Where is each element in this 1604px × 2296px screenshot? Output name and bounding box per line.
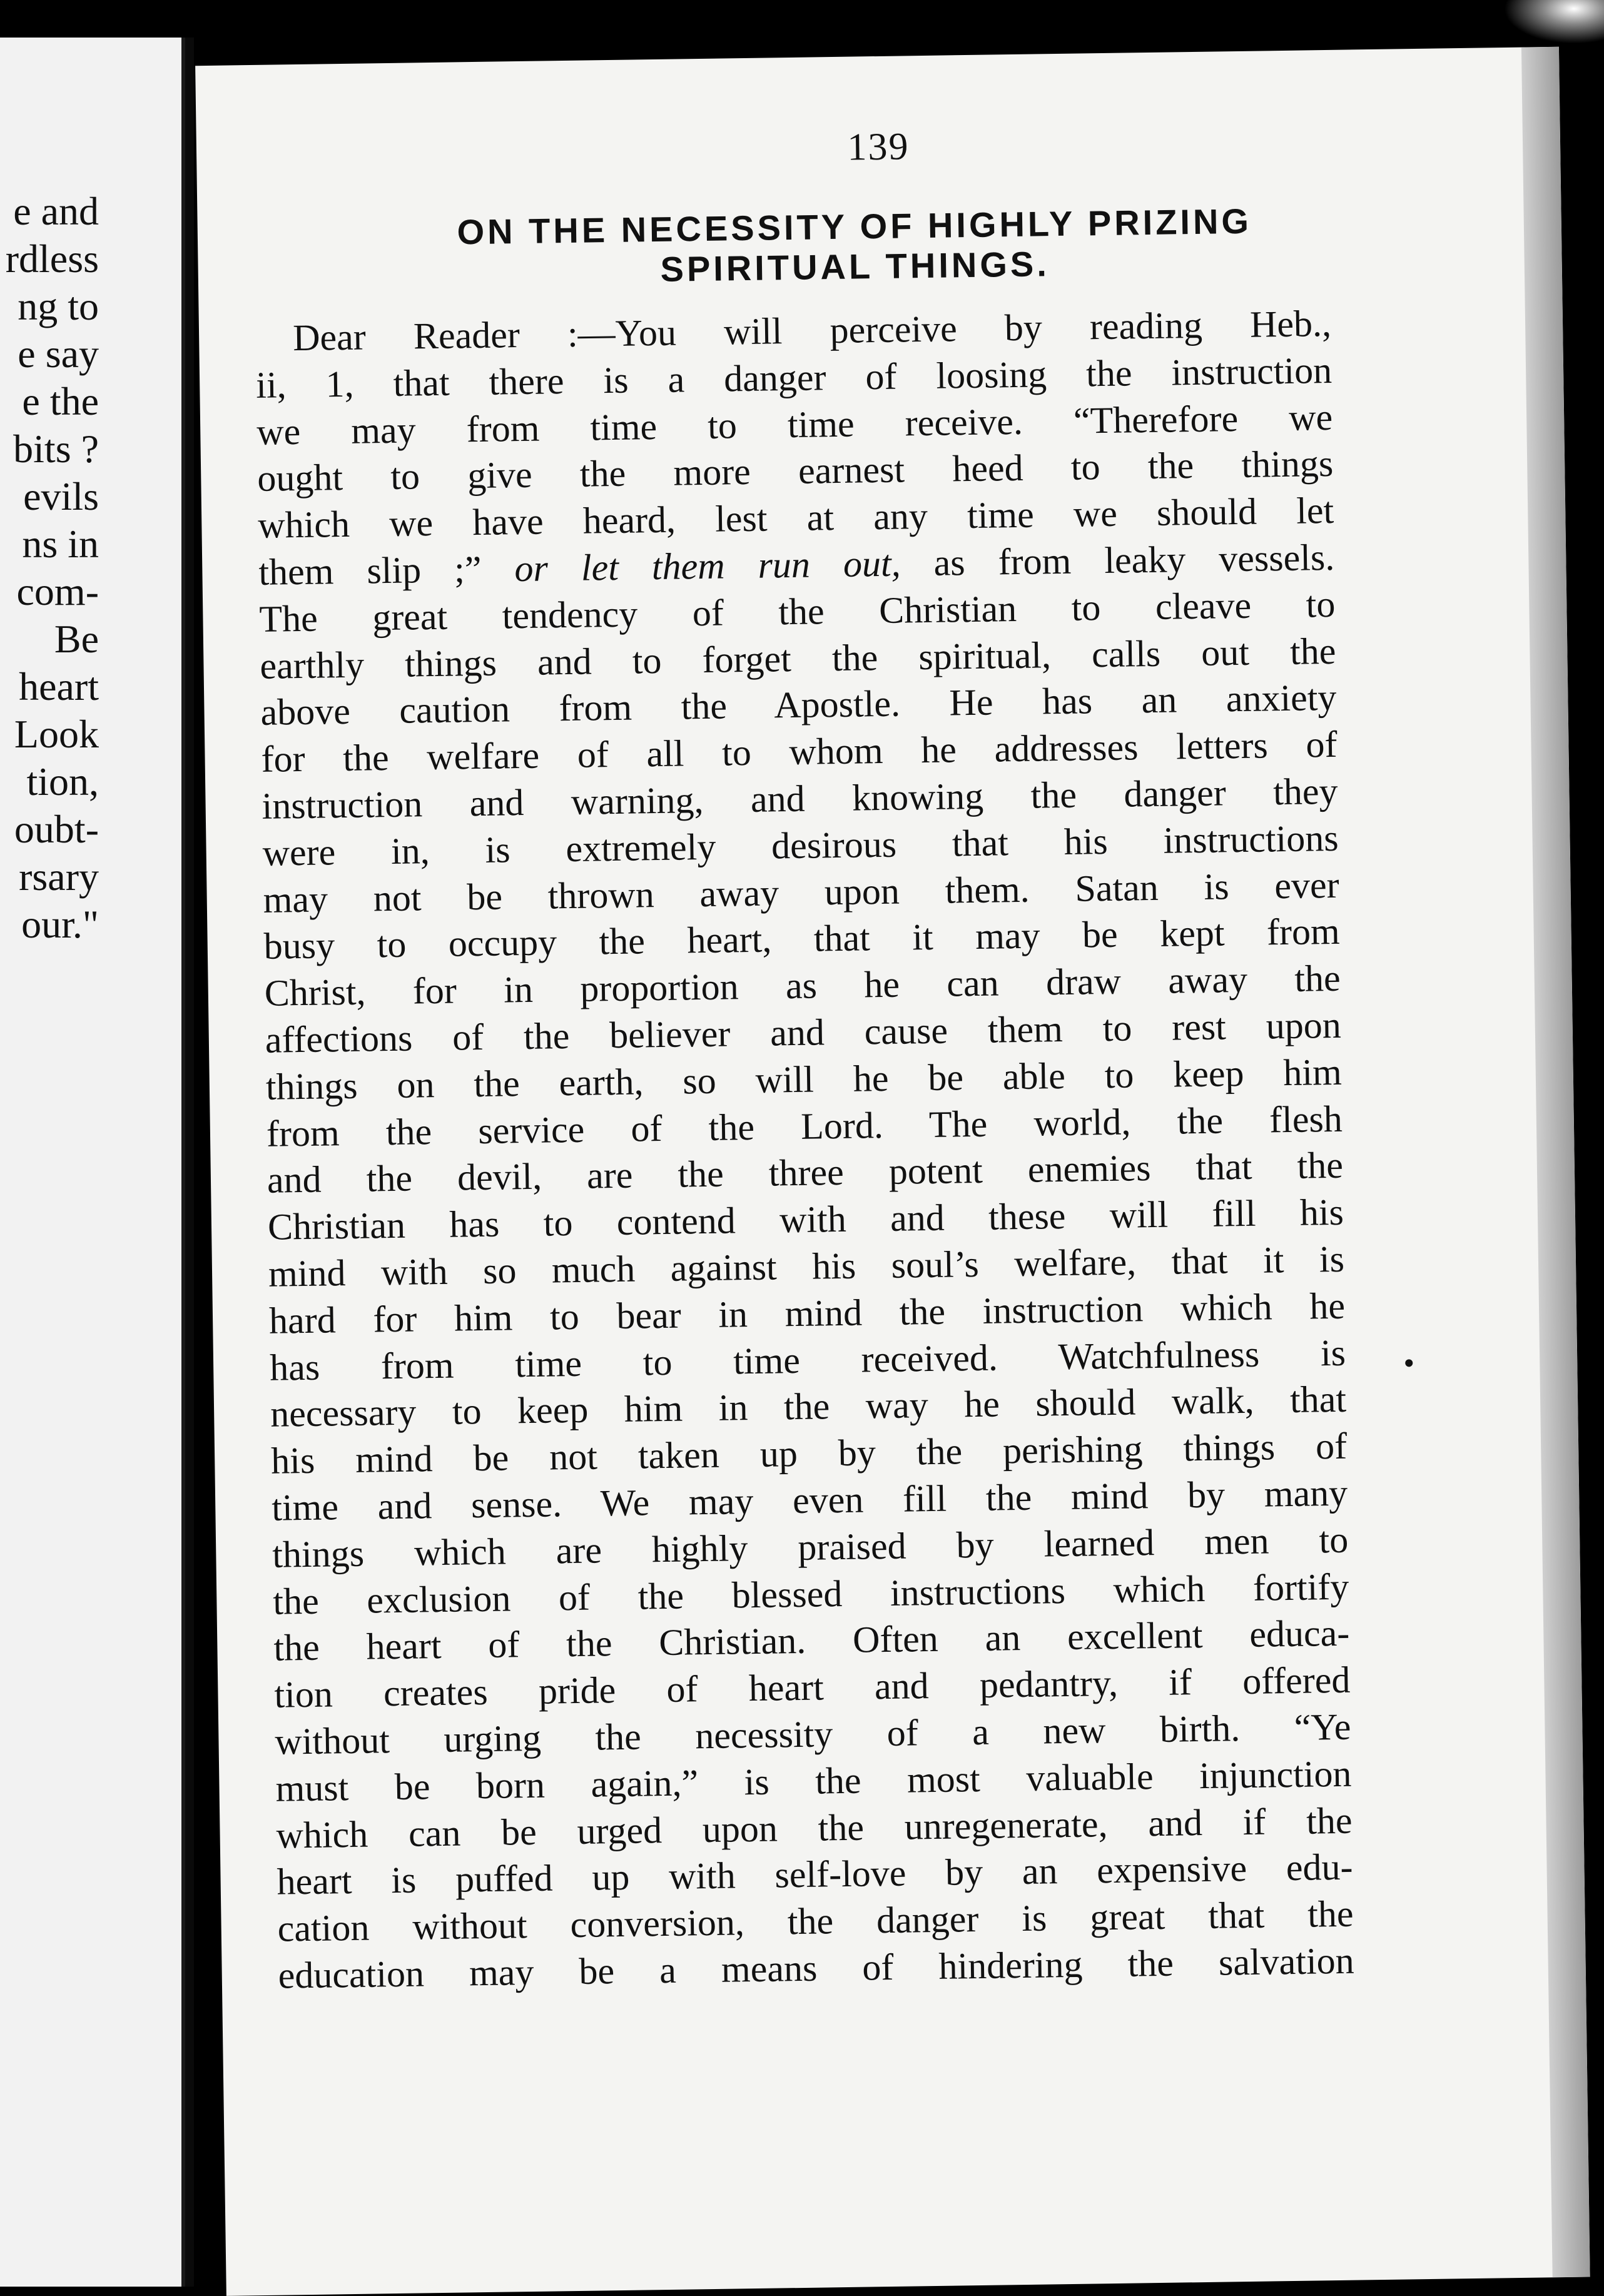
text-line: which we have heard, lest at any time we should let [257, 490, 1334, 547]
previous-page-line: Be [54, 617, 99, 661]
text-line: education may be a means of hindering the salvation [278, 1939, 1355, 1996]
previous-page-line: evils [23, 474, 99, 518]
previous-page-line: e say [18, 331, 99, 376]
previous-page-line: e and [13, 189, 99, 233]
text-line: from the service of the Lord. The world, the flesh [266, 1098, 1343, 1155]
chapter-heading [253, 198, 1456, 295]
text-line: without urging the necessity of a new birth. “Ye [275, 1706, 1351, 1762]
text-line: Christian has to contend with and these will fill his [267, 1191, 1344, 1248]
text-line: Dear Reader :—You will perceive by reading Heb., [292, 302, 1332, 359]
text-line: above caution from the Apostle. He has an anxiety [260, 677, 1337, 734]
text-line: earthly things and to forget the spiritual, calls out the [260, 630, 1336, 687]
italic-fragment: or let them run out, [514, 542, 901, 590]
previous-page-line: our." [21, 902, 99, 946]
text-line: hard for him to bear in mind the instruction which he [268, 1285, 1346, 1342]
previous-page-line: oubt- [14, 807, 99, 851]
text-line: tion creates pride of heart and pedantry, if offered [274, 1659, 1351, 1716]
text-line: things which are highly praised by learned men to [272, 1519, 1349, 1575]
book-gutter [185, 38, 194, 2287]
previous-page-line: tion, [26, 759, 99, 804]
text-line: busy to occupy the heart, that it may be kept from [263, 911, 1341, 968]
text-line: ii, 1, that there is a danger of loosing the instruction [255, 349, 1332, 406]
text-line: heart is puffed up with self-love by an expensive edu- [277, 1846, 1353, 1903]
previous-page-line: rsary [19, 854, 99, 899]
text-line: for the welfare of all to whom he addresses letters of [261, 724, 1338, 781]
text-fragment: them slip ;” [258, 548, 515, 593]
page-edge [1521, 47, 1590, 2277]
previous-page-line: ng to [18, 284, 99, 328]
book-page [195, 47, 1590, 2296]
previous-page-line: rdless [5, 236, 99, 281]
previous-page-text [6, 188, 99, 948]
text-line: The great tendency of the Christian to cleave to [259, 583, 1336, 640]
previous-page-line: heart [19, 664, 99, 709]
text-line: which can be urged upon the unregenerate, and if the [276, 1799, 1353, 1856]
page-number: 139 [847, 125, 910, 169]
scan-glare [1504, 0, 1604, 44]
text-line: mind with so much against his soul’s welfare, that it is [268, 1238, 1345, 1295]
text-line: cation without conversion, the danger is great that the [277, 1893, 1354, 1950]
body-text [255, 300, 1354, 1999]
previous-page-line: e the [22, 379, 99, 423]
previous-page-fragment [0, 38, 185, 2287]
previous-page-line: Look [14, 712, 99, 756]
text-line: has from time to time received. Watchfulness is [269, 1332, 1346, 1388]
text-fragment: as from leaky vessels. [900, 536, 1335, 584]
text-line: affections of the believer and cause them to rest upon [265, 1004, 1342, 1061]
text-line: were in, is extremely desirous that his instructions [262, 817, 1339, 874]
heading-line-1: ON THE NECESSITY OF HIGHLY PRIZING [457, 201, 1252, 252]
text-line: instruction and warning, and knowing the danger they [261, 770, 1338, 827]
previous-page-line: bits ? [13, 427, 99, 471]
text-line: things on the earth, so will he be able to keep him [265, 1051, 1343, 1108]
text-line: time and sense. We may even fill the mind by many [271, 1472, 1348, 1529]
ink-speck [1405, 1359, 1413, 1367]
text-line: we may from time to time receive. “Therefore we [256, 396, 1333, 453]
heading-line-2: SPIRITUAL THINGS. [660, 244, 1050, 289]
text-line: necessary to keep him in the way he should walk, that [270, 1378, 1347, 1435]
previous-page-line: ns in [22, 522, 99, 566]
text-line: Christ, for in proportion as he can draw away the [264, 957, 1341, 1014]
text-line: and the devil, are the three potent enemies that the [266, 1145, 1344, 1201]
text-line: ought to give the more earnest heed to the things [256, 443, 1334, 500]
text-line: must be born again,” is the most valuable injunction [275, 1752, 1352, 1809]
text-line: the exclusion of the blessed instructions which fortify [272, 1565, 1349, 1622]
text-line: his mind be not taken up by the perishing things of [270, 1425, 1348, 1482]
text-line: the heart of the Christian. Often an excellent educa- [273, 1612, 1350, 1669]
previous-page-line: com- [16, 569, 99, 614]
text-line: may not be thrown away upon them. Satan is ever [263, 864, 1340, 921]
